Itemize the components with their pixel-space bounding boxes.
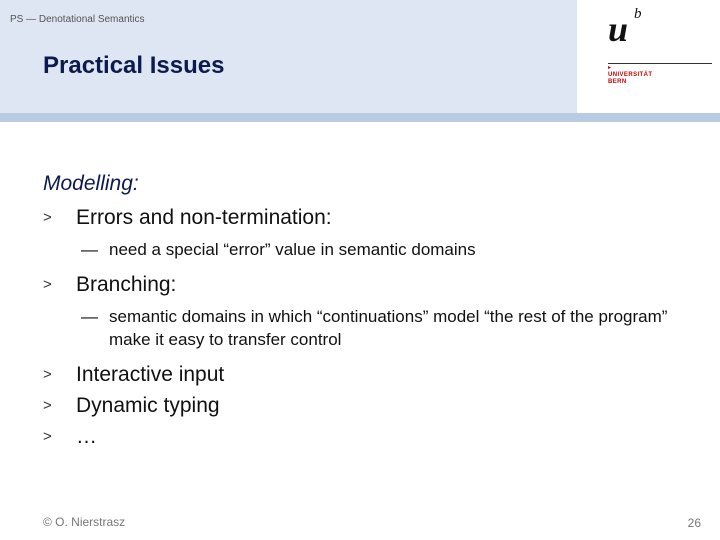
section-heading: Modelling: <box>43 172 139 195</box>
university-name-line2: BERN <box>608 79 627 85</box>
list-item <box>43 359 693 390</box>
header-rule <box>0 113 720 122</box>
sub-item-text: semantic domains in which “continuations” model “the rest of the program” make it easy to transfer control <box>109 307 668 349</box>
dash-icon: — <box>81 307 98 326</box>
list-item <box>43 390 693 421</box>
logo-panel <box>577 0 720 113</box>
bullet-icon: > <box>43 276 52 293</box>
sub-item-text: need a special “error” value in semantic domains <box>109 240 476 259</box>
university-name <box>608 72 652 86</box>
list-item <box>43 421 693 452</box>
sub-item <box>43 305 693 351</box>
slide-title: Practical Issues <box>43 52 225 79</box>
list-item-text: Branching: <box>76 273 177 296</box>
page-number: 26 <box>687 516 701 530</box>
list-item-text: Dynamic typing <box>76 394 220 417</box>
university-logo-u: u <box>608 9 629 49</box>
list-item-text: Errors and non-termination: <box>76 206 332 229</box>
bullet-icon: > <box>43 428 52 445</box>
university-name-line1: UNIVERSITÄT <box>608 72 653 78</box>
slide-content <box>43 172 693 452</box>
list-item <box>43 202 693 233</box>
bullet-icon: > <box>43 366 52 383</box>
logo-divider <box>608 63 712 64</box>
bullet-icon: > <box>43 209 52 226</box>
university-logo-b: b <box>634 6 642 22</box>
copyright-footer: © O. Nierstrasz <box>43 515 126 529</box>
list-item-text: … <box>76 425 97 448</box>
list-item-text: Interactive input <box>76 363 225 386</box>
logo-caret-icon: ▸ <box>608 65 612 71</box>
bullet-icon: > <box>43 397 52 414</box>
course-title: PS — Denotational Semantics <box>10 14 145 25</box>
dash-icon: — <box>81 240 98 259</box>
sub-item <box>43 238 693 261</box>
list-item <box>43 269 693 300</box>
